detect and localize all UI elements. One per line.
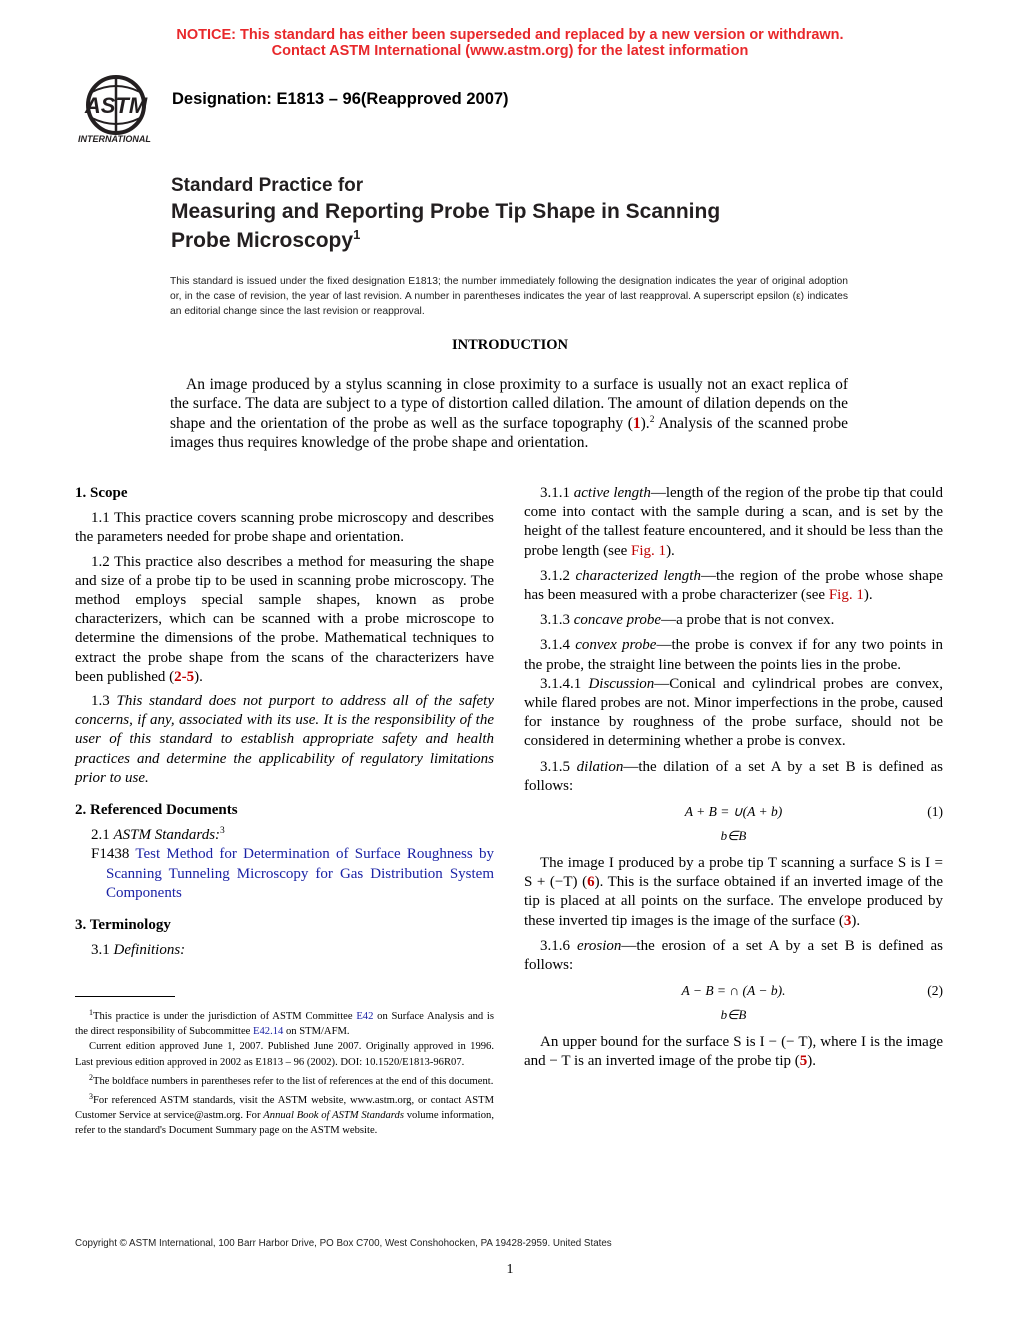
title-line-3: Probe Microscopy$^1$ — [171, 227, 361, 252]
equation-number: (2) — [927, 983, 943, 999]
para-image: The image I produced by a probe tip T scanning a surface S is I = S + (−T) (6). This is the surface obtained if an inverted image of the tip is placed at all points on the surface. The envelope produced by these inverted tip images is the image of the surface (3). — [524, 855, 944, 929]
ref-link[interactable]: 3 — [843, 912, 852, 929]
footnote-1: $^1$This practice is under the jurisdiction of ASTM Committee E42 on Surface Analysis and is the direct responsibility of Subcommittee E42.14 on STM/AFM. — [75, 1008, 494, 1038]
para-3-1: 3.1 Definitions: — [91, 942, 186, 959]
notice-line-2: Contact ASTM International (www.astm.org) for the latest information — [271, 43, 749, 59]
para-3-1-4: 3.1.4 convex probe—the probe is convex if for any two points in the probe, the straight line between the points lies in the probe. — [524, 637, 943, 673]
para-2-1: 2.1 ASTM Standards:$^3$ — [91, 826, 225, 844]
title-line-2: Measuring and Reporting Probe Tip Shape in Scanning — [171, 200, 721, 223]
right-column — [524, 484, 943, 1072]
f1438-link[interactable]: Test Method for Determination of Surface Roughness by Scanning Tunneling Microscopy for Gas Distribution System Components — [106, 846, 494, 901]
footnote-rule — [75, 996, 175, 997]
para-upper-bound: An upper bound for the surface S is I − (− T), where I is the image and − T is an inverted image of the probe tip (5). — [524, 1034, 943, 1070]
footnote-2: $^2$The boldface numbers in parentheses refer to the list of references at the end of this document. — [89, 1072, 494, 1087]
logo-lettering: ASTM — [84, 93, 148, 118]
ref-link[interactable]: 5 — [799, 1053, 808, 1070]
fig-link[interactable]: Fig. 1 — [828, 587, 864, 604]
para-3-1-1: 3.1.1 active length—length of the region of the probe tip that could come into contact with the sample during a scan, and is set by the height of the tallest feature encountered, and it should be less than the probe length (see Fig. 1). — [524, 485, 943, 559]
page-number: 1 — [506, 1262, 514, 1277]
equation-number: (1) — [927, 804, 943, 820]
scope-heading: 1. Scope — [75, 485, 128, 501]
refdocs-heading: 2. Referenced Documents — [75, 802, 238, 819]
ref-link[interactable]: 1 — [632, 414, 641, 432]
para-3-1-5: 3.1.5 dilation—the dilation of a set A by a set B is defined as follows: — [524, 758, 944, 794]
e42-14-link[interactable]: E42.14 — [253, 1026, 284, 1038]
f1438-reference: F1438 Test Method for Determination of Surface Roughness by Scanning Tunneling Microscopy for Gas Distribution System Components — [91, 846, 494, 901]
footnotes — [75, 1005, 494, 1139]
ref-link[interactable]: 6 — [587, 874, 595, 891]
copyright: Copyright © ASTM International, 100 Barr Harbor Drive, PO Box C700, West Conshohocken, PA 19428-2959. United States — [75, 1238, 612, 1249]
footnote-3: $^3$For referenced ASTM standards, visit the ASTM website, www.astm.org, or contact ASTM Customer Service at service@astm.org. For Annual Book of ASTM Standards volume information, refer to the standard's Document Summary page on the ASTM website. — [75, 1092, 494, 1137]
terminology-heading: 3. Terminology — [75, 917, 171, 934]
footnote-1-edition: Current edition approved June 1, 2007. Published June 2007. Originally approved in 1996. Last previous edition approved in 2002 as E1813 – 96 (2002). DOI: 10.1520/E1813-96R07. — [75, 1041, 494, 1068]
para-3-1-2: 3.1.2 characterized length—the region of the probe whose shape has been measured with a probe characterizer (see Fig. 1). — [524, 567, 943, 604]
fig-link[interactable]: Fig. 1 — [631, 542, 667, 559]
logo-caption: INTERNATIONAL — [78, 134, 151, 144]
issued-note: This standard is issued under the fixed designation E1813; the number immediately following the designation indicates the year of original adoption or, in the case of revision, the year of last revision. A number in parentheses indicates the year of last reapproval. A superscript epsilon (ε) indicates an editorial change since the last revision or reapproval. — [170, 276, 848, 317]
para-1-2: 1.2 This practice also describes a method for measuring the shape and size of a probe tip to be used in scanning probe microscopy. The method employs special sample shapes, known as probe characterizers, which can be scanned with a probe microscope to determine the dimensions of the probe. Mathematical techniques to extract the probe shape from the scans of the characterizers have been published (2-5). — [75, 553, 494, 685]
astm-logo — [76, 72, 166, 146]
equation-1: A + B = ∪(A + b) (1) — [524, 802, 943, 824]
para-3-1-6: 3.1.6 erosion—the erosion of a set A by a set B is defined as follows: — [524, 937, 944, 974]
notice-line-1: NOTICE: This standard has either been superseded and replaced by a new version or withdrawn. — [176, 27, 844, 43]
introduction-text: An image produced by a stylus scanning in close proximity to a surface is usually not an exact replica of the surface. The data are subject to a type of distortion called dilation. The amount of dilation depends on the shape and the orientation of the probe as well as the surface topography (1).$^2$ Analysis of the scanned probe images thus requires knowledge of the probe shape and orientation. — [170, 376, 848, 451]
title-line-1: Standard Practice for — [171, 175, 364, 196]
para-1-3: 1.3 This standard does not purport to address all of the safety concerns, if any, associated with its use. It is the responsibility of the user of this standard to establish appropriate safety and health practices and determine the applicability of regulatory limitations prior to use. — [75, 693, 495, 786]
introduction-heading: INTRODUCTION — [451, 337, 568, 353]
para-3-1-4-1: 3.1.4.1 Discussion—Conical and cylindrical probes are convex, while flared probes are not. Minor imperfections in the probe, caused for instance by roughness of the probe surface, should not be considered in determining whether a probe is convex. — [524, 675, 943, 750]
designation: Designation: E1813 – 96(Reapproved 2007) — [172, 90, 509, 108]
e42-link[interactable]: E42 — [356, 1011, 374, 1022]
left-column — [75, 484, 494, 960]
equation-1-subscript: b∈B — [720, 828, 747, 844]
para-1-1: 1.1 This practice covers scanning probe microscopy and describes the parameters needed for probe shape and orientation. — [75, 510, 494, 546]
equation-2: A − B = ∩ (A − b). (2) — [524, 981, 943, 1003]
ref-link[interactable]: 2-5 — [174, 668, 195, 685]
equation-2-subscript: b∈B — [720, 1007, 747, 1023]
para-3-1-3: 3.1.3 concave probe—a probe that is not convex. — [540, 612, 835, 629]
